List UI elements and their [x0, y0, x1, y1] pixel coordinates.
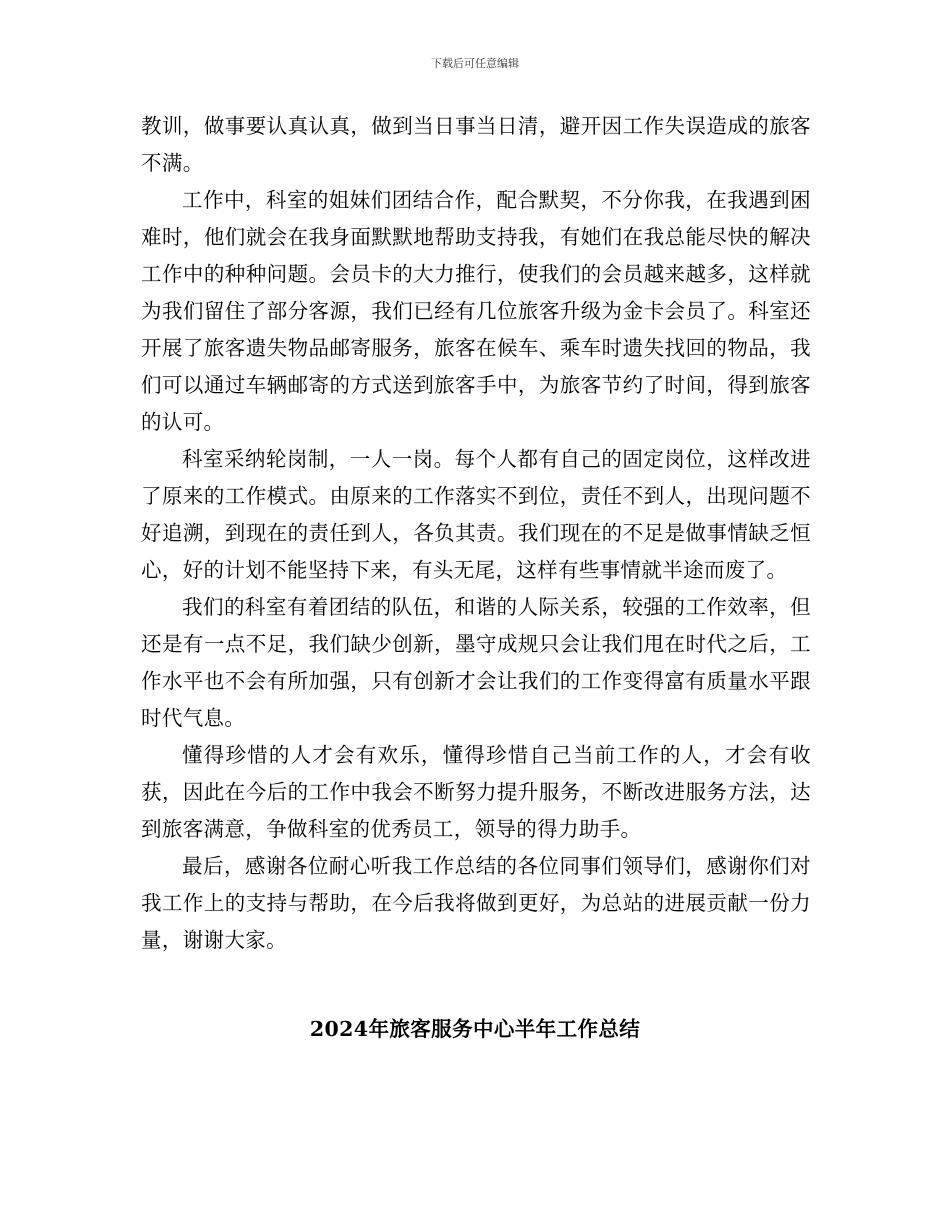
page-header-note: 下载后可任意编辑 — [431, 57, 519, 70]
paragraph-thanks: 最后，感谢各位耐心听我工作总结的各位同事们领导们，感谢你们对我工作上的支持与帮助，在今后我将做到更好，为总站的进展贡献一份力量，谢谢大家。 — [141, 854, 811, 952]
document-body — [141, 108, 811, 959]
paragraph-cherish-work: 懂得珍惜的人才会有欢乐，懂得珍惜自己当前工作的人，才会有收获，因此在今后的工作中我会不断努力提升服务，不断改进服务方法，达到旅客满意，争做科室的优秀员工，领导的得力助手。 — [141, 743, 811, 841]
paragraph-rotation-system: 科室采纳轮岗制，一人一岗。每个人都有自己的固定岗位，这样改进了原来的工作模式。由原来的工作落实不到位，责任不到人，出现问题不好追溯，到现在的责任到人，各负其责。我们现在的不足是做事情缺乏恒心，好的计划不能坚持下来，有头无尾，这样有些事情就半途而废了。 — [141, 447, 811, 582]
paragraph-lessons: 教训，做事要认真认真，做到当日事当日清，避开因工作失误造成的旅客不满。 — [141, 114, 811, 175]
paragraph-teamwork: 工作中，科室的姐妹们团结合作，配合默契，不分你我，在我遇到困难时，他们就会在我身面默默地帮助支持我，有她们在我总能尽快的解决工作中的种种问题。会员卡的大力推行，使我们的会员越来越多，这样就为我们留住了部分客源，我们已经有几位旅客升级为金卡会员了。科室还开展了旅客遗失物品邮寄服务，旅客在候车、乘车时遗失找回的物品，我们可以通过车辆邮寄的方式送到旅客手中，为旅客节约了时间，得到旅客的认可。 — [141, 188, 811, 434]
paragraph-innovation: 我们的科室有着团结的队伍，和谐的人际关系，较强的工作效率，但还是有一点不足，我们缺少创新，墨守成规只会让我们甩在时代之后，工作水平也不会有所加强，只有创新才会让我们的工作变得富有质量水平跟时代气息。 — [141, 595, 811, 730]
document-title: 2024年旅客服务中心半年工作总结 — [309, 1017, 641, 1041]
